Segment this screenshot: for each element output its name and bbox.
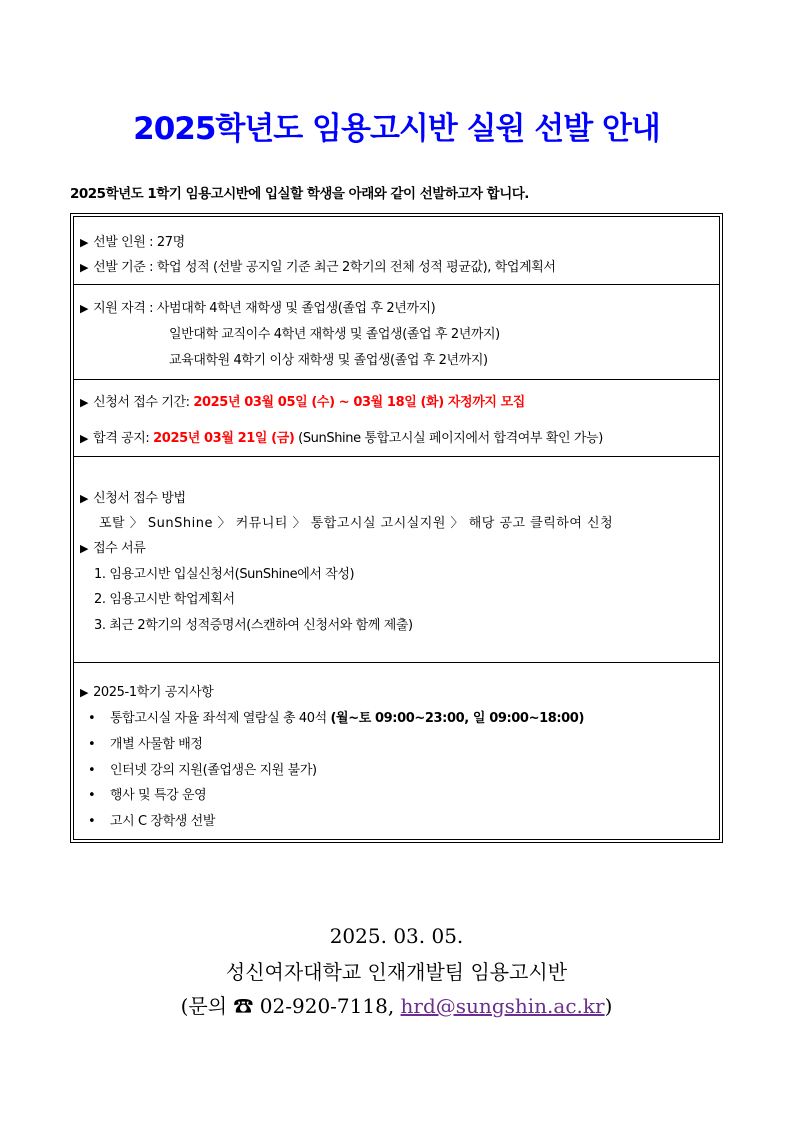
page-title: 2025학년도 임용고시반 실원 선발 안내 (133, 111, 660, 147)
result-announcement-date: 2025년 03월 21일 (금) (153, 431, 295, 446)
notice-item: • 통합고시실 자율 좌석제 열람실 총 40석 (월~토 09:00~23:00, 일 09:00~18:00) (88, 711, 584, 726)
footer-date: 2025. 03. 05. (329, 924, 464, 948)
footer-contact: (문의 ☎ 02-920-7118, hrd@sungshin.ac.kr) (180, 994, 613, 1018)
doc-item: 1. 임용고시반 입실신청서(SunShine에서 작성) (94, 567, 355, 582)
triangle-marker-icon: ▶ (80, 492, 89, 505)
section-eligibility (74, 285, 719, 380)
notice-item: • 고시 C 장학생 선발 (88, 814, 215, 829)
notice-item: • 개별 사물함 배정 (88, 737, 203, 752)
triangle-marker-icon: ▶ (80, 261, 89, 274)
eligibility-line-3: 교육대학원 4학기 이상 재학생 및 졸업생(졸업 후 2년까지) (169, 353, 488, 368)
method-label: 신청서 접수 방법 (93, 491, 186, 506)
result-announcement-note: (SunShine 통합고시실 페이지에서 합격여부 확인 가능) (298, 431, 603, 446)
intro-text: 2025학년도 1학기 임용고시반에 입실할 학생을 아래와 같이 선발하고자 합니다. (70, 186, 529, 202)
contact-phone: (문의 ☎ 02-920-7118, (180, 994, 395, 1018)
bullet-icon: • (88, 763, 96, 778)
footer-org: 성신여자대학교 인재개발팀 임용고시반 (225, 960, 568, 984)
doc-item: 2. 임용고시반 학업계획서 (94, 592, 235, 607)
notice-item: • 행사 및 특강 운영 (88, 788, 207, 803)
triangle-marker-icon: ▶ (80, 396, 89, 409)
eligibility-line-2: 일반대학 교직이수 4학년 재학생 및 졸업생(졸업 후 2년까지) (169, 327, 500, 342)
info-box (70, 213, 723, 843)
application-path: 포탈 〉 SunShine 〉 커뮤니티 〉 통합고시실 고시실지원 〉 해당 공고 클릭하여 신청 (99, 516, 614, 531)
email-link[interactable]: hrd@sungshin.ac.kr (400, 994, 605, 1018)
docs-label: 접수 서류 (93, 541, 146, 556)
triangle-marker-icon: ▶ (80, 236, 89, 249)
bullet-icon: • (88, 788, 96, 803)
triangle-marker-icon: ▶ (80, 542, 89, 555)
triangle-marker-icon: ▶ (80, 686, 89, 699)
application-period-label: 신청서 접수 기간: (93, 395, 190, 410)
result-announcement-label: 합격 공지: (93, 431, 150, 446)
triangle-marker-icon: ▶ (80, 432, 89, 445)
section-schedule (74, 380, 719, 457)
application-period-value: 2025년 03월 05일 (수) ~ 03월 18일 (화) 자정까지 모집 (193, 395, 525, 410)
bullet-icon: • (88, 814, 96, 829)
bullet-icon: • (88, 711, 96, 726)
section-notices (74, 663, 719, 841)
notice-item: • 인터넷 강의 지원(졸업생은 지원 불가) (88, 763, 317, 778)
section-selection (74, 217, 719, 285)
bullet-icon: • (88, 737, 96, 752)
study-hall-hours: (월~토 09:00~23:00, 일 09:00~18:00) (330, 711, 584, 726)
doc-item: 3. 최근 2학기의 성적증명서(스캔하여 신청서와 함께 제출) (94, 618, 413, 633)
triangle-marker-icon: ▶ (80, 302, 89, 315)
selection-count: 선발 인원 : 27명 (93, 235, 185, 250)
notices-label: 2025-1학기 공지사항 (93, 685, 214, 700)
section-application-method (74, 457, 719, 663)
eligibility-line-1: 지원 자격 : 사범대학 4학년 재학생 및 졸업생(졸업 후 2년까지) (93, 301, 436, 316)
selection-criteria: 선발 기준 : 학업 성적 (선발 공지일 기준 최근 2학기의 전체 성적 평균값), 학업계획서 (93, 260, 556, 275)
